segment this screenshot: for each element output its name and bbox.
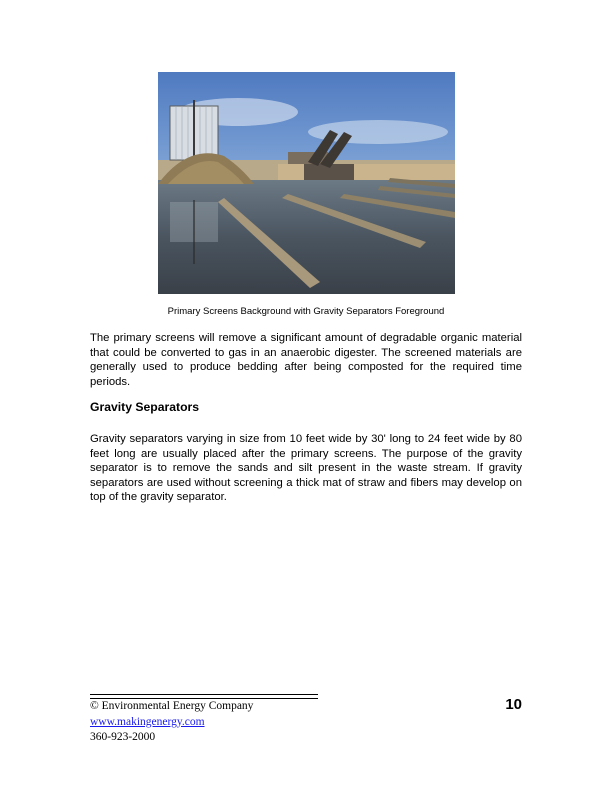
paragraph-primary-screens: The primary screens will remove a significant amount of degradable organic material that could be converted to gas in an anaerobic digester. The screened materials are generally used to produce bedding after being composted for the required time periods. [90,332,522,388]
footer-website-link[interactable]: www.makingenergy.com [90,715,205,728]
figure-photo [158,72,455,294]
footer-copyright: © Environmental Energy Company [90,700,254,712]
page-number: 10 [505,696,522,713]
paragraph-gravity-separators: Gravity separators varying in size from 10 feet wide by 30' long to 24 feet wide by 80 feet long are usually placed after the primary screens. The purpose of the gravity separator is to remove the sands and silt present in the waste stream. If gravity separators are used without screening a thick mat of straw and fibers may develop on top of the gravity separator. [90,433,522,504]
figure-caption: Primary Screens Background with Gravity Separators Foreground [167,306,445,317]
footer-phone: 360-923-2000 [90,731,156,743]
section-heading: Gravity Separators [90,400,200,414]
footer [90,699,253,746]
separator-photo [158,72,455,294]
